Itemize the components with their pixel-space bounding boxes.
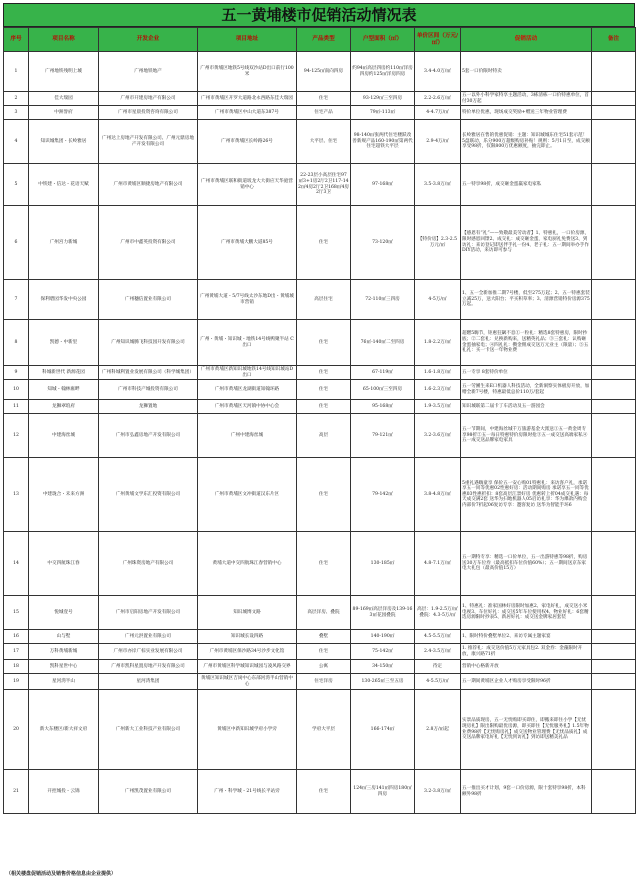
header-cell-price: 单价区间（万元/㎡） — [415, 28, 461, 52]
cell-price: 2.9-4万/㎡ — [415, 120, 461, 164]
table-row — [4, 644, 636, 660]
cell-type: 住宅 — [297, 92, 351, 106]
cell-no: 2 — [4, 92, 29, 106]
cell-price: 2.2-2.6万/㎡ — [415, 92, 461, 106]
cell-addr: 广州市黄埔区天河镇中协中心会 — [198, 400, 297, 414]
cell-type: 住宅 — [297, 532, 351, 596]
cell-type: 住宅产品 — [297, 106, 351, 120]
cell-type: 住宅 — [297, 366, 351, 380]
cell-price: 4.5-5.5万/㎡ — [415, 630, 461, 644]
cell-addr: 广州市黄埔区中山大道东387号 — [198, 106, 297, 120]
cell-addr: 广州中建海丝城 — [198, 414, 297, 458]
cell-type: 大平层、住宅 — [297, 120, 351, 164]
cell-area: 124㎡三房141㎡四房180㎡四房 — [351, 770, 415, 814]
cell-note — [592, 92, 636, 106]
cell-dev: 广州新大工业科技产业有限公司 — [99, 690, 198, 770]
cell-type: 叠墅 — [297, 630, 351, 644]
cell-type: 住宅 — [297, 380, 351, 400]
cell-note — [592, 414, 636, 458]
cell-note — [592, 458, 636, 532]
cell-price: 待定 — [415, 660, 461, 674]
cell-dev: 广州穗信置业有限公司 — [99, 280, 198, 320]
cell-note — [592, 596, 636, 630]
cell-no: 15 — [4, 596, 29, 630]
cell-area: 72-110㎡三四房 — [351, 280, 415, 320]
cell-note — [592, 400, 636, 414]
cell-name: 悦城壹号 — [29, 596, 99, 630]
cell-promo: 五一期间黄埔区企业人才购房享受限时96折 — [461, 674, 592, 690]
table-row — [4, 92, 636, 106]
cell-no: 17 — [4, 644, 29, 660]
page-title: 五一黄埔楼市促销活动情况表 — [3, 3, 635, 27]
cell-no: 19 — [4, 674, 29, 690]
cell-price: 3.2-3.6万/㎡ — [415, 414, 461, 458]
cell-area: 34-150㎡ — [351, 660, 415, 674]
cell-promo: 五一特享98折，成交砸金蛋赢家电家私 — [461, 164, 592, 206]
cell-area: 67-119㎡ — [351, 366, 415, 380]
cell-note — [592, 206, 636, 280]
table-row — [4, 52, 636, 92]
cell-type: 高层洋房、叠院 — [297, 596, 351, 630]
cell-promo: 1、特惠礼：准家国林好房限时加惠2、家电好礼，成交送小米电视3、车位好礼：成交送5年车位使用权4、物业好礼：6套精选房源限时抄表5、新居好礼：成交送金牌家居套装 — [461, 596, 592, 630]
cell-addr: 黄埔区知识城区吉岗中心东部河湾半山营销中心 — [198, 674, 297, 690]
cell-area: 130-265㎡三至五房 — [351, 674, 415, 690]
table-row — [4, 106, 636, 120]
cell-type: 94-125㎡南向四房 — [297, 52, 351, 92]
cell-dev: 广州科城利置业发展有限公司（科学城集团） — [99, 366, 198, 380]
cell-dev: 广州元洪置业有限公司 — [99, 630, 198, 644]
cell-area: 95-168㎡ — [351, 400, 415, 414]
cell-area: 97-168㎡ — [351, 164, 415, 206]
cell-promo: 知识城联第二届卡丁车活动及五一游园会 — [461, 400, 592, 414]
cell-name: 中洲誉府 — [29, 106, 99, 120]
cell-dev: 广州市弘鑫房地产开发有限公司 — [99, 414, 198, 458]
cell-no: 6 — [4, 206, 29, 280]
header-cell-developer: 开发企业 — [99, 28, 198, 52]
cell-type: 学府大平层 — [297, 690, 351, 770]
cell-name: 中交四航珠江春 — [29, 532, 99, 596]
cell-name: 凯科星世中心 — [29, 660, 99, 674]
cell-note — [592, 106, 636, 120]
cell-addr: 广州市黄埔区保沙路34号沙步文化馆 — [198, 644, 297, 660]
cell-no: 7 — [4, 280, 29, 320]
cell-dev: 广州市中鑫英投资有限公司 — [99, 206, 198, 280]
cell-price: 高层：1.9-2.5万/㎡叠院：4.3-5万/㎡ — [415, 596, 461, 630]
cell-no: 14 — [4, 532, 29, 596]
cell-addr: 广州市黄埔区地铁5号线双沙站D出口前行100米 — [198, 52, 297, 92]
cell-type: 公寓 — [297, 660, 351, 674]
cell-addr: 知识城长设四路 — [198, 630, 297, 644]
cell-price: 2.4-3.5万/㎡ — [415, 644, 461, 660]
cell-note — [592, 280, 636, 320]
cell-area: 79-142㎡ — [351, 458, 415, 532]
cell-dev: 广州市启阳房地产开发有限公司 — [99, 596, 198, 630]
table-row — [4, 380, 636, 400]
cell-name: 保利碧园华发中央公园 — [29, 280, 99, 320]
cell-name: 龙狮翠琅府 — [29, 400, 99, 414]
cell-promo: 五一以外小科学家特享主题活动，3栋清栋一口价特惠单位，首付30万起 — [461, 92, 592, 106]
table-row — [4, 596, 636, 630]
cell-price: 【特价房】2.3-2.5万元/㎡ — [415, 206, 461, 280]
cell-price: 1.6-2.3万/㎡ — [415, 380, 461, 400]
header-cell-promotion: 促销活动 — [461, 28, 592, 52]
cell-promo: 5套一口价限时特卖 — [461, 52, 592, 92]
cell-dev: 广州达上房地产开发有限公司、广州元鼎房地产开发有限公司 — [99, 120, 198, 164]
cell-no: 12 — [4, 414, 29, 458]
cell-addr: 广州市黄埔大鹏大道85号 — [198, 206, 297, 280]
table-row — [4, 414, 636, 458]
cell-dev: 广州市开建房地产有限公司 — [99, 92, 198, 106]
cell-no: 3 — [4, 106, 29, 120]
cell-promo: 五一期特专享：精选一口价单位，五一出游特惠等98折，购房送30万车位券（最高抵扣车位价值60%）；五一期间送京东家电大礼包（最高价值15万） — [461, 532, 592, 596]
cell-dev: 广州市黄埔区顺捷房地产有限公司 — [99, 164, 198, 206]
cell-price: 1.6-1.8万/㎡ — [415, 366, 461, 380]
header-cell-type: 产品类型 — [297, 28, 351, 52]
cell-area: 75-142㎡ — [351, 644, 415, 660]
cell-name: 知识城集团・长岭雅居 — [29, 120, 99, 164]
table-row — [4, 366, 636, 380]
cell-dev: 广州黄埔文学东汇投资有限公司 — [99, 458, 198, 532]
cell-no: 5 — [4, 164, 29, 206]
cell-dev: 广州地铁地产 — [99, 52, 198, 92]
table-row — [4, 458, 636, 532]
cell-note — [592, 660, 636, 674]
cell-promo: 实景品质现房，五一无忧购即买即住，即搬来即住小学【无忧现房礼】限出限购最优房源，即买即住【无忧服务礼】1.5年物业费98折【无忧购房礼】成交送物业管理费【无忧品质礼】成交送品牌家电好礼【无忧到访礼】到访即送精美礼品 — [461, 690, 592, 770]
cell-promo: 特价单位优惠，现场成交奖励+赠送三年物业管理费 — [461, 106, 592, 120]
header-cell-address: 项目地址 — [198, 28, 297, 52]
cell-type: 高层 — [297, 414, 351, 458]
cell-type: 住宅 — [297, 400, 351, 414]
cell-name: 山与墅 — [29, 630, 99, 644]
cell-area: 166-174㎡ — [351, 690, 415, 770]
cell-no: 4 — [4, 120, 29, 164]
cell-name: 万科黄埔新城 — [29, 644, 99, 660]
cell-dev: 广州市亦岸广棕实业发展有限公司 — [99, 644, 198, 660]
cell-promo: 超燃5嗨节，钜惠狂飙不息①一粒礼：精选8套特惠房，限时抄底；②二套礼：兑换新购来，送精英礼品；③三套礼：认购砸金蛋抽家电；④四礼礼：攒金佣成交送万元业主（限量）；⑤五礼礼：买一卡送一年物业费 — [461, 320, 592, 366]
table-row — [4, 120, 636, 164]
cell-addr: 广州市黄埔区长岭路26号 — [198, 120, 297, 164]
cell-name: 星河湾半山 — [29, 674, 99, 690]
cell-promo: 五一专享 8套特价单位 — [461, 366, 592, 380]
cell-note — [592, 690, 636, 770]
cell-type: 住宅 — [297, 458, 351, 532]
cell-name: 开控城投・云锦 — [29, 770, 99, 814]
table-row — [4, 164, 636, 206]
cell-area: 约94㎡高层四房约110㎡洋房四房约125㎡洋房四房 — [351, 52, 415, 92]
table-row — [4, 674, 636, 690]
cell-type: 22-23层小高层住宅97㎡3+1房2厅2卫117-142㎡4房2厅2卫168㎡4房2厅3卫 — [297, 164, 351, 206]
table-row — [4, 532, 636, 596]
cell-name: 广州地铁残明上城 — [29, 52, 99, 92]
table-row — [4, 770, 636, 814]
cell-promo: 营销中心格新开放 — [461, 660, 592, 674]
cell-name: 科城新世代 新源花园 — [29, 366, 99, 380]
table-header-row — [4, 28, 636, 52]
cell-area: 140-190㎡ — [351, 630, 415, 644]
cell-type: 住宅 — [297, 206, 351, 280]
cell-no: 10 — [4, 380, 29, 400]
cell-price: 3.4-4.0万/㎡ — [415, 52, 461, 92]
cell-type: 住宅 — [297, 644, 351, 660]
cell-no: 11 — [4, 400, 29, 414]
cell-note — [592, 320, 636, 366]
cell-promo: 1. 推荐礼：成交送价值5万元家具包2. 双金券：金藻限时开放，康兴路71折 — [461, 644, 592, 660]
cell-no: 21 — [4, 770, 29, 814]
cell-no: 8 — [4, 320, 29, 366]
header-cell-no: 序号 — [4, 28, 29, 52]
cell-name: 中建海丝城 — [29, 414, 99, 458]
cell-promo: 长岭雅居在售的优惠促销：主题：知识城城东住宅51套示范！5盘联动，乐分900万超级购房补贴！规则：5月1日至，成交额享受98折，仅限800万优惠额度，抽完即止。 — [461, 120, 592, 164]
header-cell-note: 备注 — [592, 28, 636, 52]
cell-addr: 广州・科学城・21号线长平站旁 — [198, 770, 297, 814]
cell-promo: 1、五一全新加推二期7号楼，低至275万起；2、五一特惠套装立减25万，送大阳台；平买积草率；3、清源营销特价房源375万起。 — [461, 280, 592, 320]
cell-dev: 广州市星晨投资咨询有限公司 — [99, 106, 198, 120]
cell-dev: 龙狮置地 — [99, 400, 198, 414]
cell-price: 4-5.5万/㎡ — [415, 674, 461, 690]
cell-area: 79-121㎡ — [351, 414, 415, 458]
cell-price: 4.8-7.1万/㎡ — [415, 532, 461, 596]
cell-dev: 广州市科技产城投资有限公司 — [99, 380, 198, 400]
table-row — [4, 660, 636, 674]
cell-note — [592, 164, 636, 206]
cell-addr: 广州・黄埔・知识城・地铁14号线鸭聚半站 C 出口 — [198, 320, 297, 366]
cell-promo: 五一节期间，中建海丝城千万旅游基金大派送①五一黄金周专享98折②五一每日特惠特价房限时抢③五一成交送高端家私④五一成交送品牌家电家具 — [461, 414, 592, 458]
cell-note — [592, 674, 636, 690]
cell-addr: 黄埔大道中交四航珠江春营销中心 — [198, 532, 297, 596]
cell-type: 高层住宅 — [297, 280, 351, 320]
cell-name: 广州宫力新城 — [29, 206, 99, 280]
cell-price: 4-4.7万/㎡ — [415, 106, 461, 120]
cell-name: 凯德・中新里 — [29, 320, 99, 366]
cell-addr: 黄埔区中新知识城学府小学旁 — [198, 690, 297, 770]
cell-addr: 广州市黄埔区联和街道坂龙大大街应天华庭营销中心 — [198, 164, 297, 206]
cell-area: 130-185㎡ — [351, 532, 415, 596]
cell-area: 89-169㎡高层洋房及139-163㎡花园叠院 — [351, 596, 415, 630]
cell-promo: 五一劳圃生来E口机器人科技活动，全新洞察实体板房开放，加赠全新7号楼，特惠最低总价110万/套起 — [461, 380, 592, 400]
cell-dev: 星河湾集团 — [99, 674, 198, 690]
cell-dev: 广州珠资房地产有限公司 — [99, 532, 198, 596]
cell-addr: 广州市黄埔区科学城知识城园与凌风路交界 — [198, 660, 297, 674]
cell-dev: 广州市凯科星置房地产开发有限公司 — [99, 660, 198, 674]
cell-name: 中建珑合・未来方洲 — [29, 458, 99, 532]
table-row — [4, 206, 636, 280]
header-cell-area: 户型面积（㎡） — [351, 28, 415, 52]
cell-no: 1 — [4, 52, 29, 92]
cell-note — [592, 532, 636, 596]
cell-area: 93-129㎡三至四房 — [351, 92, 415, 106]
cell-price: 2.8万/㎡起 — [415, 690, 461, 770]
cell-addr: 知识城博文路 — [198, 596, 297, 630]
cell-price: 3.5-3.8万/㎡ — [415, 164, 461, 206]
cell-dev: 广州凯茂置业有限公司 — [99, 770, 198, 814]
table-row — [4, 280, 636, 320]
cell-no: 20 — [4, 690, 29, 770]
table-row — [4, 630, 636, 644]
cell-type: 住宅洋房 — [297, 674, 351, 690]
cell-promo: 【感恩有“礼”——致敬最美劳动者】1、特惠礼，一口价房源，限时感恩回馈2、成交礼：成交砸金蛋，家电厨礼免费送3、到访礼：来访登记即送伴手礼一份4、老子礼：五一期间举办手作DIY活动，来访即可参与 — [461, 206, 592, 280]
header-cell-name: 项目名称 — [29, 28, 99, 52]
cell-note — [592, 120, 636, 164]
cell-promo: 1、限时特价叠墅单位2、来访专属主题家宴 — [461, 630, 592, 644]
cell-no: 18 — [4, 660, 29, 674]
cell-price: 1.9-3.5万/㎡ — [415, 400, 461, 414]
cell-no: 16 — [4, 630, 29, 644]
cell-promo: 5重礼遇嗨童享 保价五一安心购01特惠礼：来访客户礼，承诺享五一同等优惠02性惠好房：活动期间购房 承诺享五一同等优惠03性惠折扣：8套高层江景好房 优惠转上折04成交礼遇：每天成交满2套 送华为扫地机器人05启访礼享：华为爆款内购会 内部价7折起06复访专享：邀客复访 送华为智能手环6 — [461, 458, 592, 532]
cell-no: 13 — [4, 458, 29, 532]
table-row — [4, 320, 636, 366]
cell-name: 佳大瑞园 — [29, 92, 99, 106]
cell-price: 1.8-2.2万/㎡ — [415, 320, 461, 366]
cell-area: 76㎡-140㎡二至四房 — [351, 320, 415, 366]
cell-note — [592, 366, 636, 380]
cell-area: 65-100㎡三至四房 — [351, 380, 415, 400]
cell-note — [592, 380, 636, 400]
cell-area: 79㎡-113㎡ — [351, 106, 415, 120]
table-row — [4, 690, 636, 770]
cell-area: 73-120㎡ — [351, 206, 415, 280]
cell-price: 4-5万/㎡ — [415, 280, 461, 320]
footer-note: （相关楼盘促销活动及销售价格信息由企业提供） — [6, 871, 117, 877]
cell-note — [592, 644, 636, 660]
cell-name: 新大东楼区/新大祥文府 — [29, 690, 99, 770]
cell-price: 3.8-4.8万/㎡ — [415, 458, 461, 532]
cell-addr: 广州市黄埔区龙湖街道知翰环路 — [198, 380, 297, 400]
cell-note — [592, 52, 636, 92]
cell-type: 住宅 — [297, 770, 351, 814]
table-row — [4, 400, 636, 414]
cell-type: 住宅 — [297, 320, 351, 366]
promotion-table — [3, 27, 636, 814]
cell-addr: 广州市黄埔区新知识城地铁14号线知识城站D出口 — [198, 366, 297, 380]
cell-note — [592, 770, 636, 814]
cell-no: 9 — [4, 366, 29, 380]
cell-promo: 五一推出买才计划，9套一口价房源，限十套特享98折，本科额外98折 — [461, 770, 592, 814]
cell-note — [592, 630, 636, 644]
cell-area: 98-140㎡张两代住宅楼跃改善新规产品160-190㎡第两代住宅超铁大平层 — [351, 120, 415, 164]
cell-addr: 广州黄埔大道・5/7号线太沙东地D出・黄埔城市营销 — [198, 280, 297, 320]
cell-addr: 广州市黄埔区文冲街道汉东片区 — [198, 458, 297, 532]
cell-addr: 广州市黄埔区开罗大道路北永西路东佳大瑞园 — [198, 92, 297, 106]
cell-dev: 广州知识城腾飞科技园开发有限公司 — [99, 320, 198, 366]
cell-price: 3.2-3.8万/㎡ — [415, 770, 461, 814]
cell-name: 中铁建・信达・花语天赋 — [29, 164, 99, 206]
cell-name: 知城・翰林雍畔 — [29, 380, 99, 400]
